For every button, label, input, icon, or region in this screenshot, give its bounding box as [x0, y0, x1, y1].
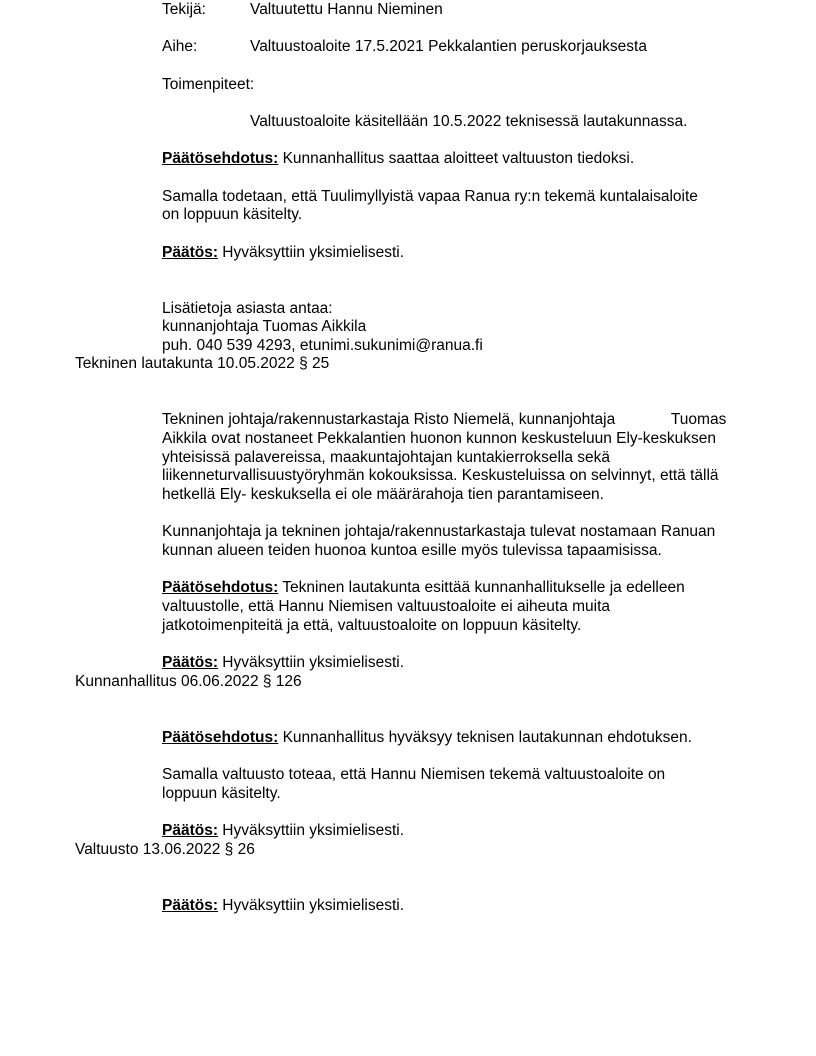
section-header-text: Kunnanhallitus 06.06.2022 § 126 — [75, 672, 302, 690]
decision-label: Päätös: — [162, 243, 218, 261]
paragraph — [162, 300, 816, 356]
section-header-text: Valtuusto 13.06.2022 § 26 — [75, 840, 255, 858]
paragraph-line: loppuun käsitelty. — [162, 784, 281, 802]
decision-label: Päätös: — [162, 821, 218, 839]
field-label: Aihe: — [162, 38, 198, 56]
paragraph — [162, 188, 816, 225]
paragraph-line: liikenneturvallisuustyöryhmän kokouksissa. Keskusteluissa on selvinnyt, että tällä — [162, 467, 719, 485]
paragraph-line: hetkellä Ely- keskuksella ei ole määrärahoja tien parantamiseen. — [162, 486, 604, 504]
paragraph-line: Hyväksyttiin yksimielisesti. — [218, 243, 405, 261]
paragraph — [162, 523, 816, 560]
paragraph-line: Kunnanhallitus hyväksyy teknisen lautakunnan ehdotuksen. — [278, 728, 692, 746]
paragraph-line: Toimenpiteet: — [162, 75, 255, 93]
paragraph-line: Samalla todetaan, että Tuulimyllyistä vapaa Ranua ry:n tekemä kuntalaisaloite — [162, 187, 698, 205]
decision-label: Päätösehdotus: — [162, 728, 279, 746]
field-row — [162, 1, 816, 20]
field-value: Valtuustoaloite 17.5.2021 Pekkalantien peruskorjauksesta — [250, 38, 647, 56]
paragraph-line: Aikkila ovat nostaneet Pekkalantien huonon kunnon keskusteluun Ely-keskuksen — [162, 430, 717, 448]
paragraph — [162, 244, 816, 263]
paragraph — [162, 579, 816, 635]
decision-label: Päätösehdotus: — [162, 150, 279, 168]
decision-label: Päätös: — [162, 653, 218, 671]
paragraph — [162, 150, 816, 169]
paragraph-line: Kunnanjohtaja ja tekninen johtaja/rakennustarkastaja tulevat nostamaan Ranuan — [162, 523, 716, 541]
paragraph — [250, 113, 816, 132]
paragraph — [162, 822, 816, 841]
paragraph-line: yhteisissä palavereissa, maakuntajohtajan kuntakierroksella sekä — [162, 448, 611, 466]
paragraph-line: kunnan alueen teiden huonoa kuntoa esille myös tulevissa tapaamisissa. — [162, 542, 662, 560]
paragraph-line: valtuustolle, että Hannu Niemisen valtuustoaloite ei aiheuta muita — [162, 598, 611, 615]
paragraph-line: jatkotoimenpiteitä ja että, valtuustoaloite on loppuun käsitelty. — [162, 616, 582, 634]
decision-label: Päätösehdotus: — [162, 579, 279, 597]
paragraph — [162, 654, 816, 673]
paragraph-line: Tekninen johtaja/rakennustarkastaja Risto Niemelä, kunnanjohtaja Tuomas — [162, 411, 727, 429]
section-header — [75, 355, 816, 374]
paragraph-line: Tekninen lautakunta esittää kunnanhallitukselle ja edelleen — [278, 579, 685, 597]
paragraph-line: Hyväksyttiin yksimielisesti. — [218, 653, 405, 671]
paragraph — [162, 76, 816, 95]
paragraph — [162, 729, 816, 748]
paragraph-line: Kunnanhallitus saattaa aloitteet valtuuston tiedoksi. — [278, 150, 635, 168]
field-row — [162, 38, 816, 57]
paragraph-line: puh. 040 539 4293, etunimi.sukunimi@ranua.fi — [162, 336, 483, 354]
section-header — [75, 841, 816, 860]
paragraph-line: Valtuustoaloite käsitellään 10.5.2022 teknisessä lautakunnassa. — [250, 112, 688, 130]
paragraph — [162, 897, 816, 916]
section-header-text: Tekninen lautakunta 10.05.2022 § 25 — [75, 355, 330, 373]
field-value: Valtuutettu Hannu Nieminen — [250, 1, 443, 18]
paragraph — [162, 411, 816, 504]
section-header — [75, 673, 816, 692]
paragraph — [162, 766, 816, 803]
paragraph-line: Lisätietoja asiasta antaa: — [162, 299, 333, 317]
paragraph-line: Samalla valtuusto toteaa, että Hannu Niemisen tekemä valtuustoaloite on — [162, 765, 666, 783]
decision-label: Päätös: — [162, 896, 218, 914]
paragraph-line: on loppuun käsitelty. — [162, 206, 303, 224]
paragraph-line: kunnanjohtaja Tuomas Aikkila — [162, 318, 367, 336]
paragraph-line: Hyväksyttiin yksimielisesti. — [218, 896, 405, 914]
field-label: Tekijä: — [162, 1, 206, 18]
document-content — [0, 1, 816, 915]
paragraph-line: Hyväksyttiin yksimielisesti. — [218, 821, 405, 839]
